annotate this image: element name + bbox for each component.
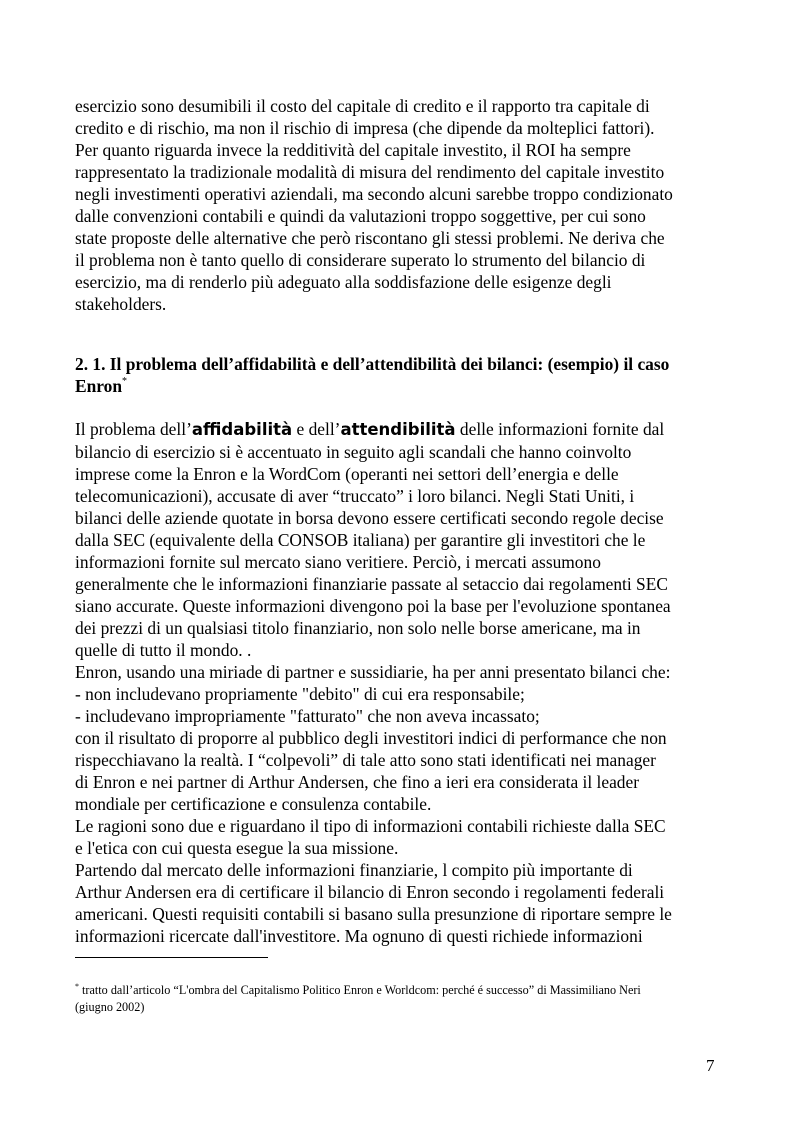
- footnote-line: [75, 982, 725, 999]
- text-line: Arthur Andersen era di certificare il bilancio di Enron secondo i regolamenti federali: [75, 882, 665, 902]
- paragraph-enron: [75, 418, 725, 947]
- text-line: esercizio, ma di renderlo più adeguato alla soddisfazione delle esigenze degli: [75, 272, 612, 292]
- text-line: Partendo dal mercato delle informazioni finanziarie, l compito più importante di: [75, 860, 633, 880]
- text-line: credito e di rischio, ma non il rischio di impresa (che dipende da molteplici fattori).: [75, 118, 655, 138]
- footnote-reference[interactable]: *: [122, 376, 128, 387]
- text-line: rappresentato la tradizionale modalità di misura del rendimento del capitale investito: [75, 162, 665, 182]
- text-line: Le ragioni sono due e riguardano il tipo di informazioni contabili richieste dalla SEC: [75, 816, 666, 836]
- text-line: state proposte delle alternative che però riscontano gli stessi problemi. Ne deriva che: [75, 228, 665, 248]
- text-line: bilanci delle aziende quotate in borsa devono essere certificati secondo regole decise: [75, 508, 664, 528]
- text-line: - non includevano propriamente "debito" di cui era responsabile;: [75, 684, 525, 704]
- page-number: 7: [706, 1056, 715, 1075]
- footnote-line: (giugno 2002): [75, 1000, 145, 1014]
- text-line: telecomunicazioni), accusate di aver “truccato” i loro bilanci. Negli Stati Uniti, i: [75, 486, 635, 506]
- text-line: dalle convenzioni contabili e quindi da valutazioni troppo soggettive, per cui sono: [75, 206, 646, 226]
- text-line: generalmente che le informazioni finanziarie passate al setaccio dai regolamenti SEC: [75, 574, 668, 594]
- text-line: rispecchiavano la realtà. I “colpevoli” di tale atto sono stati identificati nei manager: [75, 750, 656, 770]
- footnote-separator: [75, 957, 268, 958]
- text-line: informazioni fornite sul mercato siano veritiere. Perciò, i mercati assumono: [75, 552, 601, 572]
- text-line: bilancio di esercizio si è accentuato in seguito agli scandali che hanno coinvolto: [75, 442, 632, 462]
- text-segment: delle informazioni fornite dal: [455, 419, 665, 439]
- text-line: esercizio sono desumibili il costo del capitale di credito e il rapporto tra capitale di: [75, 96, 650, 116]
- footnote: [75, 982, 725, 1016]
- text-line: e l'etica con cui questa esegue la sua missione.: [75, 838, 399, 858]
- text-line: con il risultato di proporre al pubblico degli investitori indici di performance che non: [75, 728, 667, 748]
- text-line: mondiale per certificazione e consulenza contabile.: [75, 794, 432, 814]
- heading-text: Enron: [75, 376, 123, 396]
- text-segment: Il problema dell’: [75, 419, 192, 439]
- text-line: - includevano impropriamente "fatturato" che non aveva incassato;: [75, 706, 540, 726]
- footnote-marker: *: [75, 982, 79, 991]
- text-line: siano accurate. Queste informazioni divengono poi la base per l'evoluzione spontanea: [75, 596, 671, 616]
- paragraph-intro: [75, 95, 725, 315]
- footnote-text: tratto dall’articolo “L'ombra del Capitalismo Politico Enron e Worldcom: perché é successo” di Massimiliano Neri: [79, 983, 641, 997]
- text-line: Per quanto riguarda invece la redditività del capitale investito, il ROI ha sempre: [75, 140, 631, 160]
- bold-term-attendibilita: attendibilità: [340, 420, 456, 439]
- text-line: americani. Questi requisiti contabili si basano sulla presunzione di riportare sempre le: [75, 904, 672, 924]
- heading-line: [75, 375, 725, 397]
- bold-term-affidabilita: affidabilità: [191, 420, 293, 439]
- text-line: dei prezzi di un qualsiasi titolo finanziario, non solo nelle borse americane, ma in: [75, 618, 641, 638]
- text-line: Enron, usando una miriade di partner e sussidiarie, ha per anni presentato bilanci che:: [75, 662, 671, 682]
- text-line: di Enron e nei partner di Arthur Andersen, che fino a ieri era considerata il leader: [75, 772, 639, 792]
- heading-line: 2. 1. Il problema dell’affidabilità e dell’attendibilità dei bilanci: (esempio) il caso: [75, 354, 670, 374]
- text-line: informazioni ricercate dall'investitore. Ma ognuno di questi richiede informazioni: [75, 926, 643, 946]
- section-heading: [75, 353, 725, 397]
- text-line: negli investimenti operativi aziendali, ma secondo alcuni sarebbe troppo condizionato: [75, 184, 673, 204]
- text-segment: e dell’: [292, 419, 341, 439]
- text-line: imprese come la Enron e la WordCom (operanti nei settori dell’energia e delle: [75, 464, 619, 484]
- text-line: quelle di tutto il mondo. .: [75, 640, 252, 660]
- text-line: stakeholders.: [75, 294, 167, 314]
- text-line: [75, 418, 725, 441]
- text-line: dalla SEC (equivalente della CONSOB italiana) per garantire gli investitori che le: [75, 530, 646, 550]
- text-line: il problema non è tanto quello di considerare superato lo strumento del bilancio di: [75, 250, 646, 270]
